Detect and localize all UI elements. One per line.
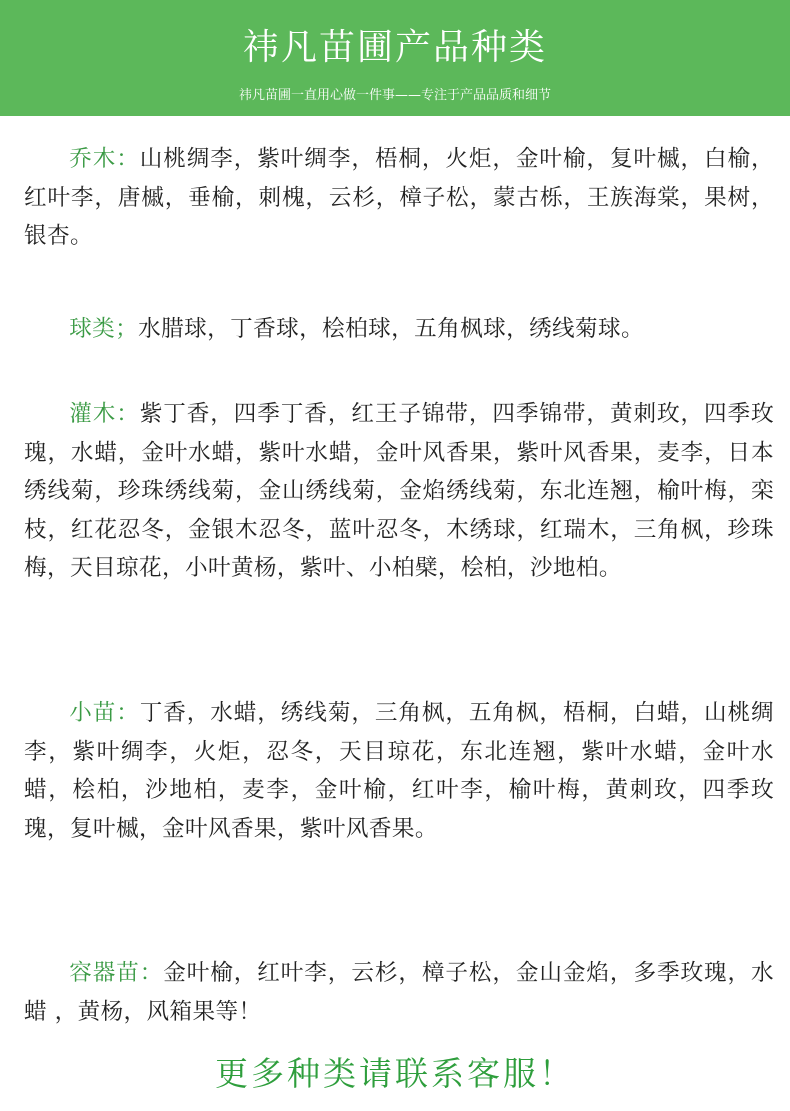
page-subtitle: 祎凡苗圃一直用心做一件事——专注于产品品质和细节: [238, 88, 551, 103]
section-seedlings: [24, 694, 774, 848]
section-label-shrubs: 灌木：: [69, 401, 140, 427]
section-trees: [24, 140, 774, 256]
section-balls: [24, 310, 644, 349]
section-text-seedlings: 丁香，水蜡，绣线菊，三角枫，五角枫，梧桐，白蜡，山桃绸李，紫叶绸李，火炬，忍冬，天目琼花，东北连翘，紫叶水蜡，金叶水蜡，桧柏，沙地柏，麦李，金叶榆，红叶李，榆叶梅，黄刺玫，四季玫瑰，复叶槭，金叶风香果，紫叶风香果。: [24, 700, 774, 842]
section-text-trees: 山桃绸李，紫叶绸李，梧桐，火炬，金叶榆，复叶槭，白榆，红叶李，唐槭，垂榆，刺槐，云杉，樟子松，蒙古栎，王族海棠，果树，银杏。: [24, 146, 774, 250]
section-label-balls: 球类；: [69, 316, 139, 342]
section-label-seedlings: 小苗：: [69, 700, 140, 726]
section-label-container-seedlings: 容器苗：: [69, 960, 164, 986]
section-text-shrubs: 紫丁香，四季丁香，红王子锦带，四季锦带，黄刺玫，四季玫瑰，水蜡，金叶水蜡，紫叶水蜡，金叶风香果，紫叶风香果，麦李，日本绣线菊，珍珠绣线菊，金山绣线菊，金焰绣线菊，东北连翘，榆叶梅，栾枝，红花忍冬，金银木忍冬，蓝叶忍冬，木绣球，红瑞木，三角枫，珍珠梅，天目琼花，小叶黄杨，紫叶、小柏檗，桧柏，沙地柏。: [24, 401, 774, 582]
section-text-container-seedlings: 金叶榆，红叶李，云杉，樟子松，金山金焰，多季玫瑰，水蜡 ，黄杨，风箱果等！: [24, 960, 774, 1025]
page-title: 祎凡苗圃产品种类: [242, 27, 547, 68]
section-label-trees: 乔木：: [69, 146, 140, 172]
section-shrubs: [24, 395, 774, 588]
header-banner: [0, 0, 790, 116]
section-container-seedlings: [24, 954, 774, 1031]
section-text-balls: 水腊球，丁香球，桧柏球，五角枫球，绣线菊球。: [138, 316, 645, 342]
contact-cta: 更多种类请联系客服！: [215, 1054, 575, 1093]
